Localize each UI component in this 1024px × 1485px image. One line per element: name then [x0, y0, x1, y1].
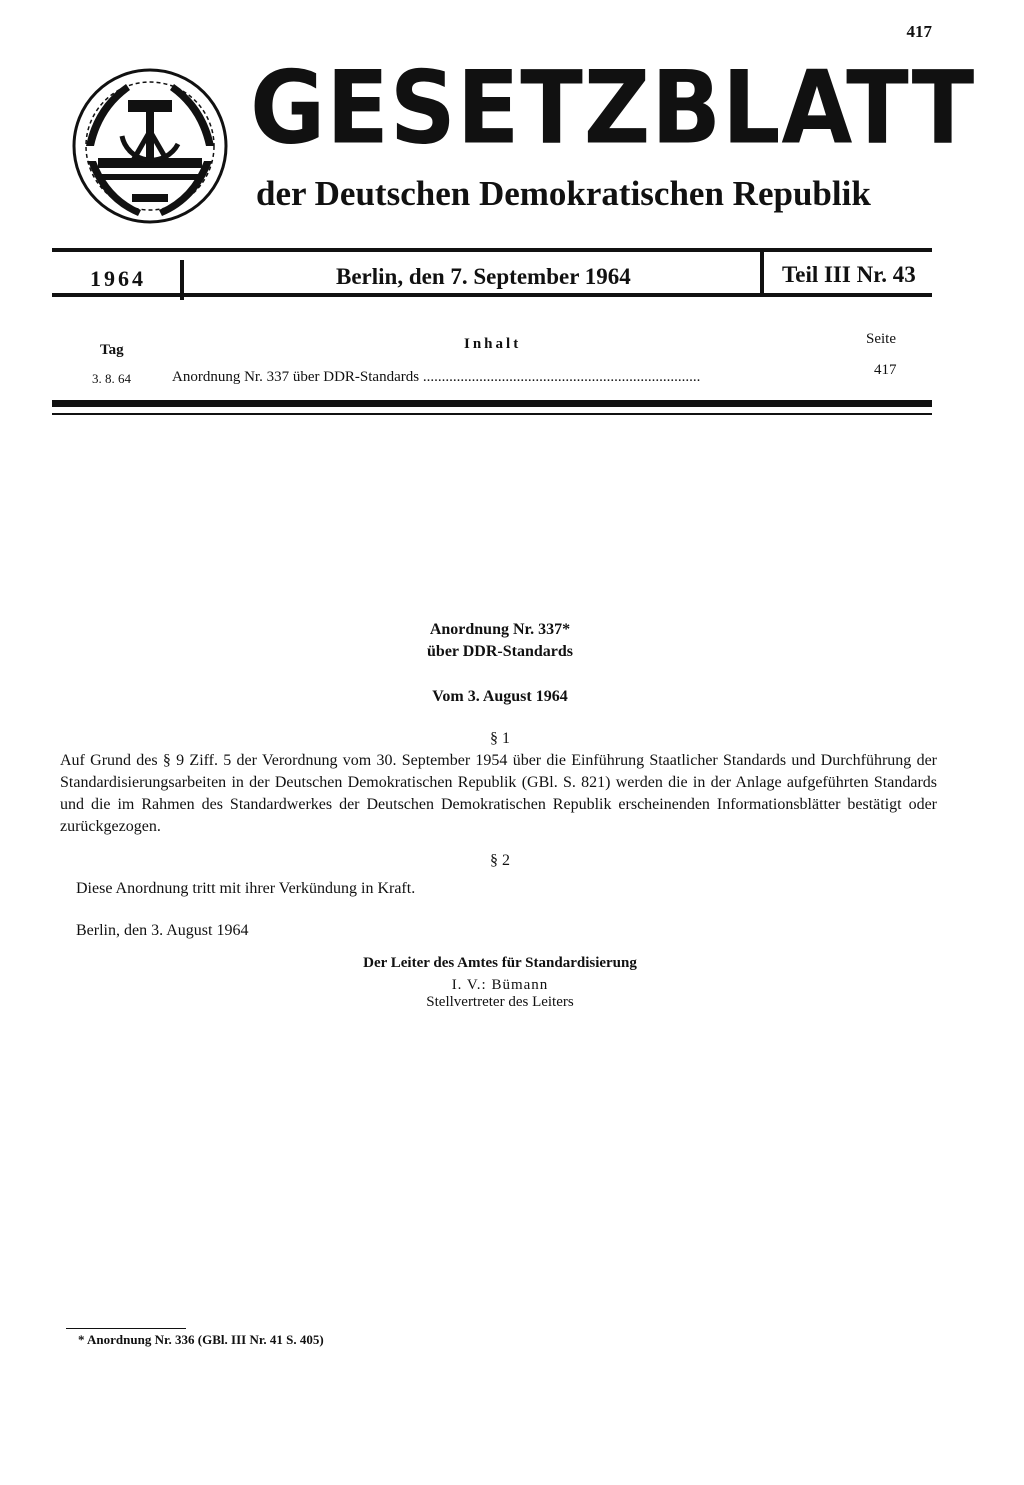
document-title-line2: über DDR-Standards	[427, 643, 573, 660]
issue-year: 1964	[90, 266, 146, 291]
toc-thick-rule	[52, 400, 932, 407]
masthead-title: GESETZBLATT	[250, 49, 976, 167]
toc-leader-dots: ..........................................................................	[419, 369, 701, 385]
section2-heading: § 2	[490, 852, 510, 869]
section1-text: Auf Grund des § 9 Ziff. 5 der Verordnung vom 30. September 1954 über die Einführung Staatlicher Standards und Durchführung der Standardisierungsarbeiten in der Deutschen Demokratischen Republik (GBl. S. 821) werden die in der Anlage aufgeführten Standards und die im Rahmen des Standardwerkes der Deutschen Demokratischen Republik erscheinenden Informationsblätter bestätigt oder zurückgezogen.	[60, 752, 937, 835]
section2-text: Diese Anordnung tritt mit ihrer Verkündung in Kraft.	[76, 880, 416, 897]
document-title-line1: Anordnung Nr. 337*	[429, 621, 571, 638]
toc-entry-title[interactable]	[172, 369, 828, 386]
toc-col-day: Tag	[100, 342, 124, 358]
page-number: 417	[906, 22, 932, 41]
toc-entry-page: 417	[874, 362, 897, 378]
footnote: * Anordnung Nr. 336 (GBl. III Nr. 41 S. 405)	[78, 1332, 324, 1347]
issue-top-rule	[52, 248, 932, 252]
issue-divider-right	[760, 252, 764, 294]
place-date: Berlin, den 3. August 1964	[76, 922, 249, 939]
ddr-coat-of-arms-icon	[70, 66, 230, 226]
issue-bottom-rule	[52, 293, 932, 297]
toc-col-page: Seite	[866, 331, 896, 347]
issue-divider-left	[180, 260, 184, 300]
signatory-office: Der Leiter des Amtes für Standardisierung	[363, 955, 637, 971]
issue-date: Berlin, den 7. September 1964	[336, 264, 631, 289]
toc-thin-rule	[52, 413, 932, 415]
footnote-rule	[66, 1328, 186, 1329]
signatory-role: Stellvertreter des Leiters	[426, 994, 574, 1010]
section1-heading: § 1	[490, 730, 510, 747]
issue-part: Teil III Nr. 43	[782, 262, 916, 287]
toc-entry-day: 3. 8. 64	[92, 371, 131, 386]
masthead-subtitle: der Deutschen Demokratischen Republik	[256, 174, 871, 213]
signatory-name: I. V.: Bümann	[451, 977, 549, 993]
document-date: Vom 3. August 1964	[432, 688, 568, 705]
toc-entry-title-text: Anordnung Nr. 337 über DDR-Standards	[172, 369, 420, 385]
toc-col-title: Inhalt	[464, 336, 522, 352]
